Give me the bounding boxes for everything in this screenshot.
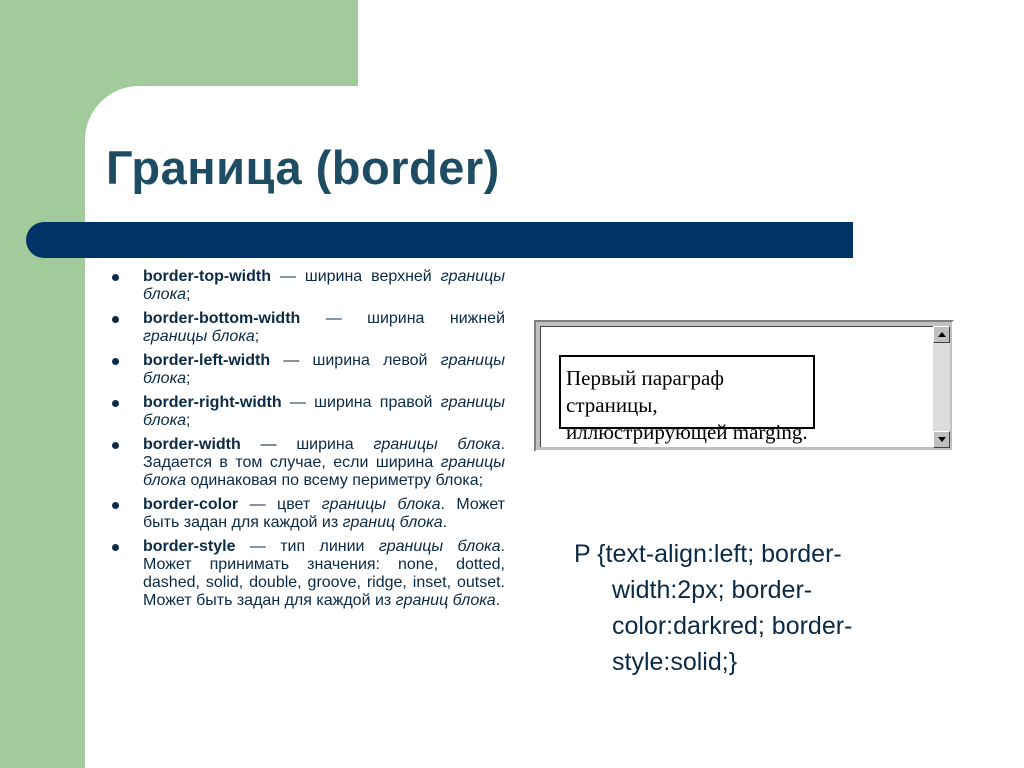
description-text: ; [186,286,191,303]
italic-term: границы блока [143,454,505,489]
bullet-dot-icon [112,400,119,407]
bullet-item [106,394,505,430]
bullet-dot-icon [112,358,119,365]
demo-bordered-paragraph [559,355,815,444]
italic-term: границы блока [378,538,501,555]
demo-paragraph-line-2: иллюстрирующей marging. [566,420,808,444]
description-text: ; [254,328,260,345]
description-text: . Может быть задан для каждой из [143,496,506,531]
bullet-dot-icon [112,502,119,509]
description-text: одинаковая по всему периметру блока; [186,472,484,489]
description-text: — ширина нижней [300,310,505,327]
bullet-dot-icon [112,544,119,551]
description-text: . Задается в том случае, если ширина [143,436,505,471]
italic-term: границы блока [143,328,255,345]
scroll-up-button[interactable] [933,326,950,343]
browser-demo-window [534,320,954,452]
italic-term: границы блока [143,268,505,303]
property-term: border-style [143,538,236,555]
description-text: — ширина левой [270,352,441,369]
italic-term: границ блока [395,592,496,609]
title-underline-bar [26,222,853,258]
scroll-down-arrow-icon [938,437,946,442]
property-term: border-top-width [143,268,271,285]
description-text: . [495,592,501,609]
scroll-up-arrow-icon [938,332,946,337]
property-term: border-right-width [143,394,282,411]
bullet-item [106,310,505,346]
italic-term: границ блока [342,514,443,531]
css-code-example: P {text-align:left; border-width:2px; border-color:darkred; border-style:solid;} [574,540,853,676]
demo-paragraph-line-1: Первый параграф страницы, [566,366,724,417]
vertical-scrollbar[interactable] [933,326,950,448]
property-term: border-width [143,436,241,453]
bullet-dot-icon [112,442,119,449]
scroll-down-button[interactable] [933,431,950,448]
bullet-dot-icon [112,316,119,323]
italic-term: границы блока [321,496,441,513]
bullet-item [106,268,505,304]
description-text: — цвет [238,496,322,513]
italic-term: границы блока [373,436,501,453]
property-bullet-list [106,268,505,616]
italic-term: границы блока [143,394,505,429]
italic-term: границы блока [143,352,505,387]
bullet-item [106,352,505,388]
description-text: ; [186,412,191,429]
description-text: — ширина верхней [270,268,441,285]
property-term: border-color [143,496,239,513]
description-text: — ширина правой [281,394,441,411]
description-text: ; [186,370,191,387]
description-text: . Может принимать значения: none, dotted, dashed, solid, double, groove, ridge, inset, outset. Может быть задан для каждой из [143,538,505,609]
slide-title: Граница (border) [106,141,500,194]
demo-viewport [540,326,937,447]
bullet-item [106,436,505,490]
bullet-dot-icon [112,274,119,281]
bullet-item [106,538,505,610]
property-term: border-bottom-width [143,310,301,327]
bullet-item [106,496,505,532]
description-text: — ширина [240,436,374,453]
description-text: — тип линии [235,538,379,555]
description-text: . [442,514,448,531]
property-term: border-left-width [143,352,271,369]
